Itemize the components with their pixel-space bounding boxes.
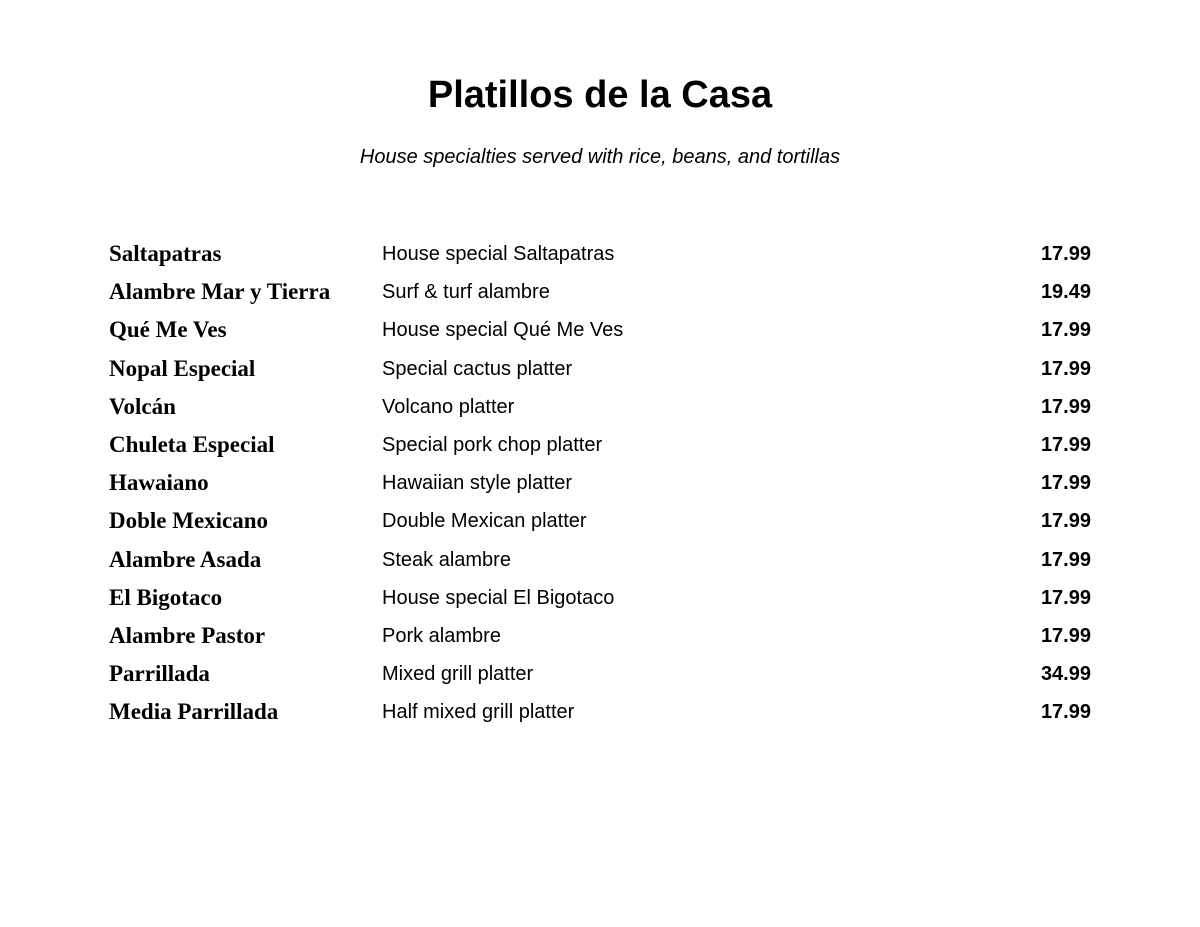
item-price: 34.99 — [1040, 663, 1091, 686]
menu-item — [109, 655, 1091, 693]
item-description: Hawaiian style platter — [382, 472, 573, 495]
menu-item — [109, 464, 1091, 502]
menu-item — [109, 693, 1091, 731]
item-description: Special pork chop platter — [382, 433, 603, 456]
item-name: Volcán — [109, 393, 176, 419]
item-name: Chuleta Especial — [109, 431, 275, 457]
menu-item — [109, 273, 1091, 311]
item-name: Alambre Pastor — [109, 622, 266, 648]
item-name: Parrillada — [109, 661, 210, 687]
item-description: Mixed grill platter — [382, 663, 534, 686]
item-price: 19.49 — [1040, 281, 1091, 304]
item-price: 17.99 — [1040, 357, 1091, 380]
item-name: Hawaiano — [109, 470, 209, 496]
page-subtitle: House specialties served with rice, beans, and tortillas — [359, 146, 841, 168]
item-description: Steak alambre — [382, 548, 511, 571]
menu-item — [109, 541, 1091, 579]
item-name: Saltapatras — [109, 241, 222, 266]
menu-item — [109, 388, 1091, 426]
item-description: House special El Bigotaco — [382, 586, 615, 609]
menu-item — [109, 350, 1091, 388]
item-name: Doble Mexicano — [109, 508, 269, 534]
menu-item — [109, 617, 1091, 655]
item-price: 17.99 — [1040, 548, 1091, 571]
item-description: House special Saltapatras — [382, 243, 615, 265]
item-price: 17.99 — [1040, 510, 1091, 533]
item-name: El Bigotaco — [109, 584, 223, 610]
item-name: Qué Me Ves — [109, 317, 227, 343]
menu-item — [109, 426, 1091, 464]
item-description: Special cactus platter — [382, 357, 573, 380]
item-name: Nopal Especial — [109, 355, 256, 381]
item-price: 17.99 — [1040, 243, 1091, 265]
item-price: 17.99 — [1040, 472, 1091, 495]
item-price: 17.99 — [1040, 433, 1091, 456]
menu-list — [109, 235, 1091, 731]
menu-item — [109, 311, 1091, 349]
item-description: Surf & turf alambre — [382, 281, 550, 304]
item-description: House special Qué Me Ves — [382, 319, 624, 342]
item-name: Alambre Mar y Tierra — [109, 279, 331, 305]
menu-item — [109, 579, 1091, 617]
page-title: Platillos de la Casa — [427, 74, 773, 116]
item-name: Media Parrillada — [109, 699, 279, 725]
menu-item — [109, 502, 1091, 540]
item-price: 17.99 — [1040, 319, 1091, 342]
item-description: Volcano platter — [382, 395, 515, 418]
item-price: 17.99 — [1040, 395, 1091, 418]
item-price: 17.99 — [1040, 701, 1091, 724]
item-description: Half mixed grill platter — [382, 701, 575, 724]
item-price: 17.99 — [1040, 624, 1091, 647]
item-description: Pork alambre — [382, 624, 501, 647]
menu-item — [109, 235, 1091, 273]
item-name: Alambre Asada — [109, 546, 262, 572]
item-price: 17.99 — [1040, 586, 1091, 609]
item-description: Double Mexican platter — [382, 510, 587, 533]
